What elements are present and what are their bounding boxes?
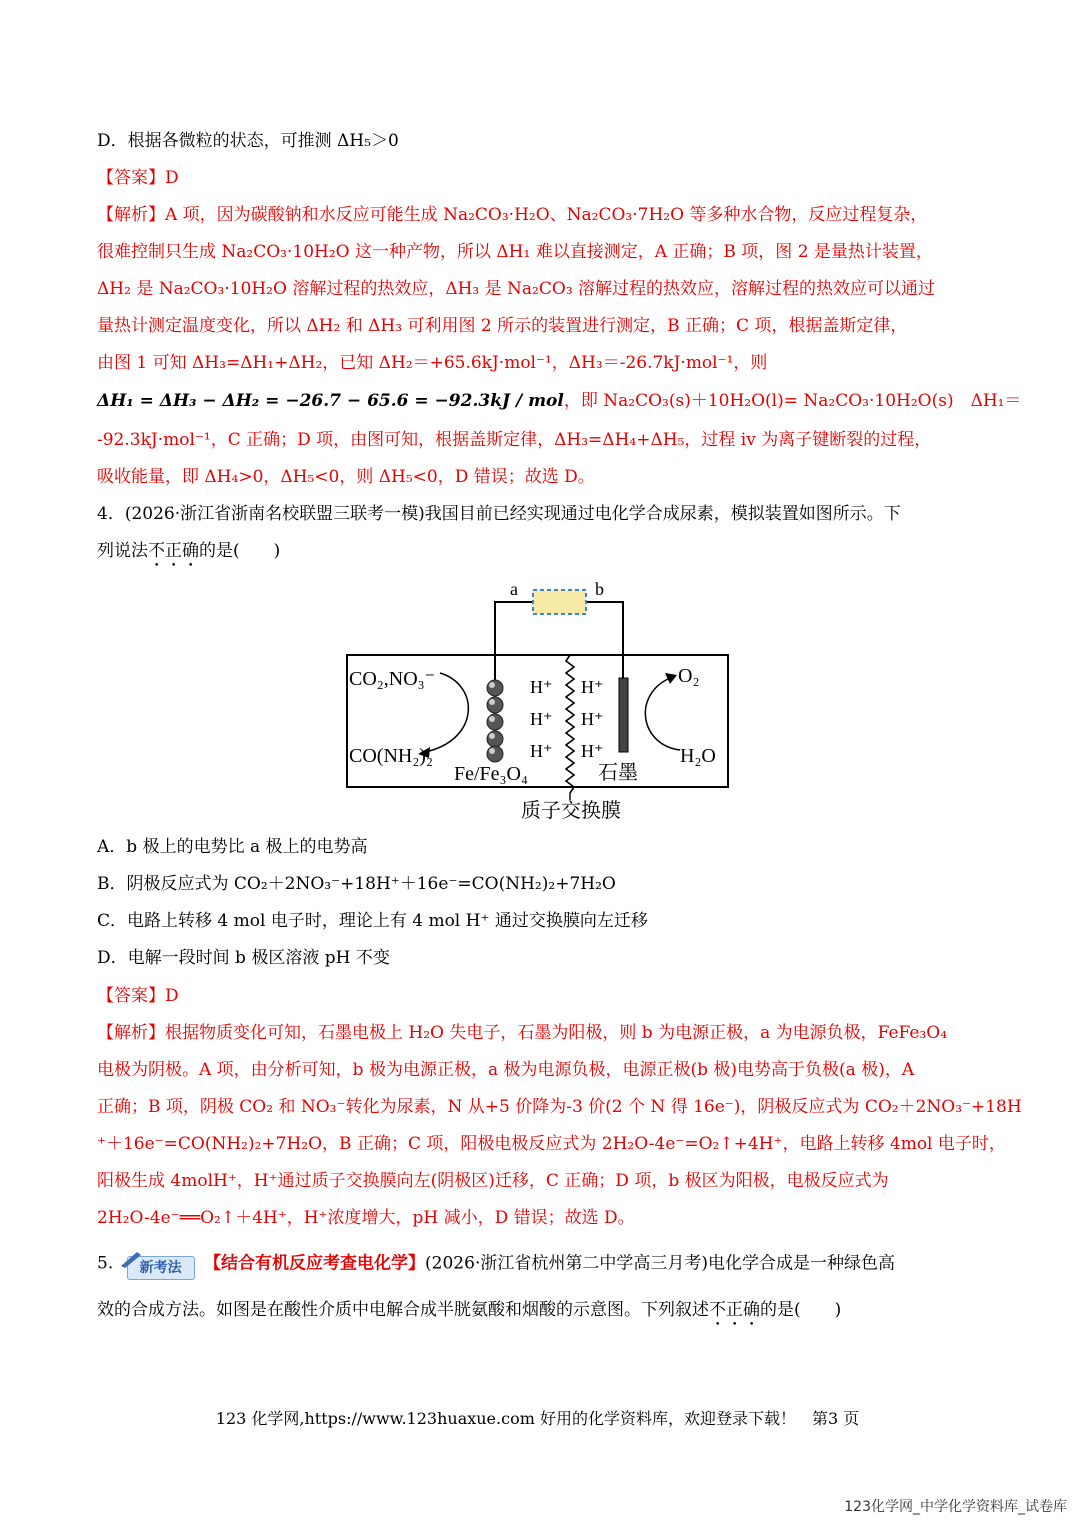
- anode-arrow: [645, 678, 680, 750]
- q4-explanation-line: 2H₂O-4e⁻══O₂↑＋4H⁺，H⁺浓度增大，pH 减小，D 错误；故选 D。: [97, 1208, 635, 1228]
- q5-stem-text: 的是( ): [760, 1300, 842, 1320]
- q5-stem-text: 效的合成方法。如图是在酸性介质中电解合成半胱氨酸和烟酸的示意图。下列叙述: [97, 1300, 709, 1320]
- q3-explanation-line: 量热计测定温度变化，所以 ΔH₂ 和 ΔH₃ 可利用图 2 所示的装置进行测定，B 正确；C 项，根据盖斯定律，: [97, 316, 908, 336]
- q3-formula-line: [97, 388, 1022, 414]
- q4-explanation-line: 【解析】根据物质变化可知，石墨电极上 H₂O 失电子，石墨为阳极，则 b 为电源正极，a 为电源负极，FeFe₃O₄: [97, 1023, 948, 1043]
- power-source: [533, 590, 586, 614]
- cathode-electrode: [487, 680, 503, 762]
- h-plus-label: H⁺: [581, 709, 604, 729]
- q3-explanation-line: 吸收能量，即 ΔH₄>0，ΔH₅<0，则 ΔH₅<0，D 错误；故选 D。: [97, 467, 595, 487]
- q3-explanation-line: -92.3kJ·mol⁻¹，C 正确；D 项，由图可知，根据盖斯定律，ΔH₃=ΔH₄+ΔH₅，过程 iv 为离子键断裂的过程，: [97, 430, 932, 450]
- q3-explanation-line: 由图 1 可知 ΔH₃=ΔH₁+ΔH₂，已知 ΔH₂＝+65.6kJ·mol⁻¹，ΔH₃＝-26.7kJ·mol⁻¹，则: [97, 353, 768, 373]
- pen-icon: [119, 1250, 143, 1268]
- q3-explanation-line: 很难控制只生成 Na₂CO₃·10H₂O 这一种产物，所以 ΔH₁ 难以直接测定，A 正确；B 项，图 2 是量热计装置，: [97, 242, 933, 262]
- q5-stem: (2026·浙江省杭州第二中学高三月考)电化学合成是一种绿色高: [425, 1253, 895, 1274]
- q4-stem-emphasis: 不正确: [148, 541, 199, 561]
- reactant-label: CO₂,NO₃⁻: [349, 668, 436, 690]
- h-plus-label: H⁺: [530, 741, 553, 761]
- o2-label: O₂: [678, 665, 700, 687]
- q4-explanation-line: ⁺＋16e⁻=CO(NH₂)₂+7H₂O，B 正确；C 项，阳极电极反应式为 2H₂O-4e⁻=O₂↑+4H⁺，电路上转移 4mol 电子时，: [97, 1134, 1006, 1154]
- h-plus-label: H⁺: [530, 677, 553, 697]
- q4-stem-line2: [97, 538, 280, 571]
- new-method-badge: [119, 1250, 199, 1278]
- q5-stem-line1: [97, 1250, 895, 1278]
- h-plus-label: H⁺: [530, 709, 553, 729]
- q3-formula-tail: ，即 Na₂CO₃(s)＋10H₂O(l)= Na₂CO₃·10H₂O(s) ΔH₁＝: [563, 391, 1022, 411]
- page-footer: 123 化学网,https://www.123huaxue.com 好用的化学资料库，欢迎登录下载！ 第3 页: [215, 1409, 860, 1428]
- q4-explanation-line: 电极为阴极。A 项，由分析可知，b 极为电源正极，a 极为电源负极，电源正极(b 极)电势高于负极(a 极)，A: [97, 1060, 915, 1080]
- q5-tag: 【结合有机反应考查电化学】: [204, 1253, 426, 1274]
- q4-stem-text: 列说法: [97, 541, 148, 561]
- label-b: b: [595, 579, 604, 599]
- cathode-label: Fe/Fe₃O₄: [454, 763, 528, 785]
- q3-formula: ΔH₁ = ΔH₃ − ΔH₂ = −26.7 − 65.6 = −92.3kJ / mol: [97, 391, 564, 411]
- q4-explanation-line: 阳极生成 4molH⁺，H⁺通过质子交换膜向左(阴极区)迁移，C 正确；D 项，b 极区为阳极，电极反应式为: [97, 1171, 889, 1191]
- q4-option-c: C．电路上转移 4 mol 电子时，理论上有 4 mol H⁺ 通过交换膜向左迁移: [97, 911, 648, 931]
- q3-explanation-line: 【解析】A 项，因为碳酸钠和水反应可能生成 Na₂CO₃·H₂O、Na₂CO₃·7H₂O 等多种水合物，反应过程复杂，: [97, 205, 928, 225]
- h-plus-label: H⁺: [581, 741, 604, 761]
- product-label: CO(NH₂)₂: [349, 745, 433, 767]
- proton-exchange-membrane: [566, 655, 574, 793]
- q3-option-d: D．根据各微粒的状态，可推测 ΔH₅＞0: [97, 131, 399, 151]
- wire-b: [586, 602, 623, 680]
- q4-stem-text: 的是( ): [199, 541, 281, 561]
- q4-stem: 4．(2026·浙江省浙南名校联盟三联考一模)我国目前已经实现通过电化学合成尿素，模拟装置如图所示。下: [97, 504, 901, 524]
- q4-option-d: D．电解一段时间 b 极区溶液 pH 不变: [97, 948, 390, 968]
- q4-option-b: B．阴极反应式为 CO₂＋2NO₃⁻+18H⁺＋16e⁻=CO(NH₂)₂+7H₂O: [97, 874, 616, 894]
- anode-electrode: [619, 678, 628, 752]
- badge-label: 新考法: [127, 1256, 195, 1280]
- label-a: a: [510, 579, 518, 599]
- electrolysis-diagram: [340, 575, 740, 830]
- q5-number: 5.: [97, 1253, 114, 1274]
- q5-stem-emphasis: 不正确: [709, 1300, 760, 1320]
- q3-answer: 【答案】D: [97, 168, 179, 188]
- wire-a: [495, 602, 533, 680]
- anode-label: 石墨: [598, 762, 638, 784]
- q3-explanation-line: ΔH₂ 是 Na₂CO₃·10H₂O 溶解过程的热效应，ΔH₃ 是 Na₂CO₃ 溶解过程的热效应，溶解过程的热效应可以通过: [97, 279, 936, 299]
- q4-answer: 【答案】D: [97, 986, 179, 1006]
- watermark: 123化学网_中学化学资料库_试卷库: [844, 1499, 1067, 1515]
- q4-explanation-line: 正确；B 项，阴极 CO₂ 和 NO₃⁻转化为尿素，N 从+5 价降为-3 价(2 个 N 得 16e⁻)，阴极反应式为 CO₂＋2NO₃⁻+18H: [97, 1097, 1022, 1117]
- q4-option-a: A．b 极上的电势比 a 极上的电势高: [97, 837, 368, 857]
- h2o-label: H₂O: [680, 745, 716, 767]
- membrane-label: 质子交换膜: [521, 800, 621, 822]
- h-plus-label: H⁺: [581, 677, 604, 697]
- q5-stem-line2: [97, 1297, 841, 1330]
